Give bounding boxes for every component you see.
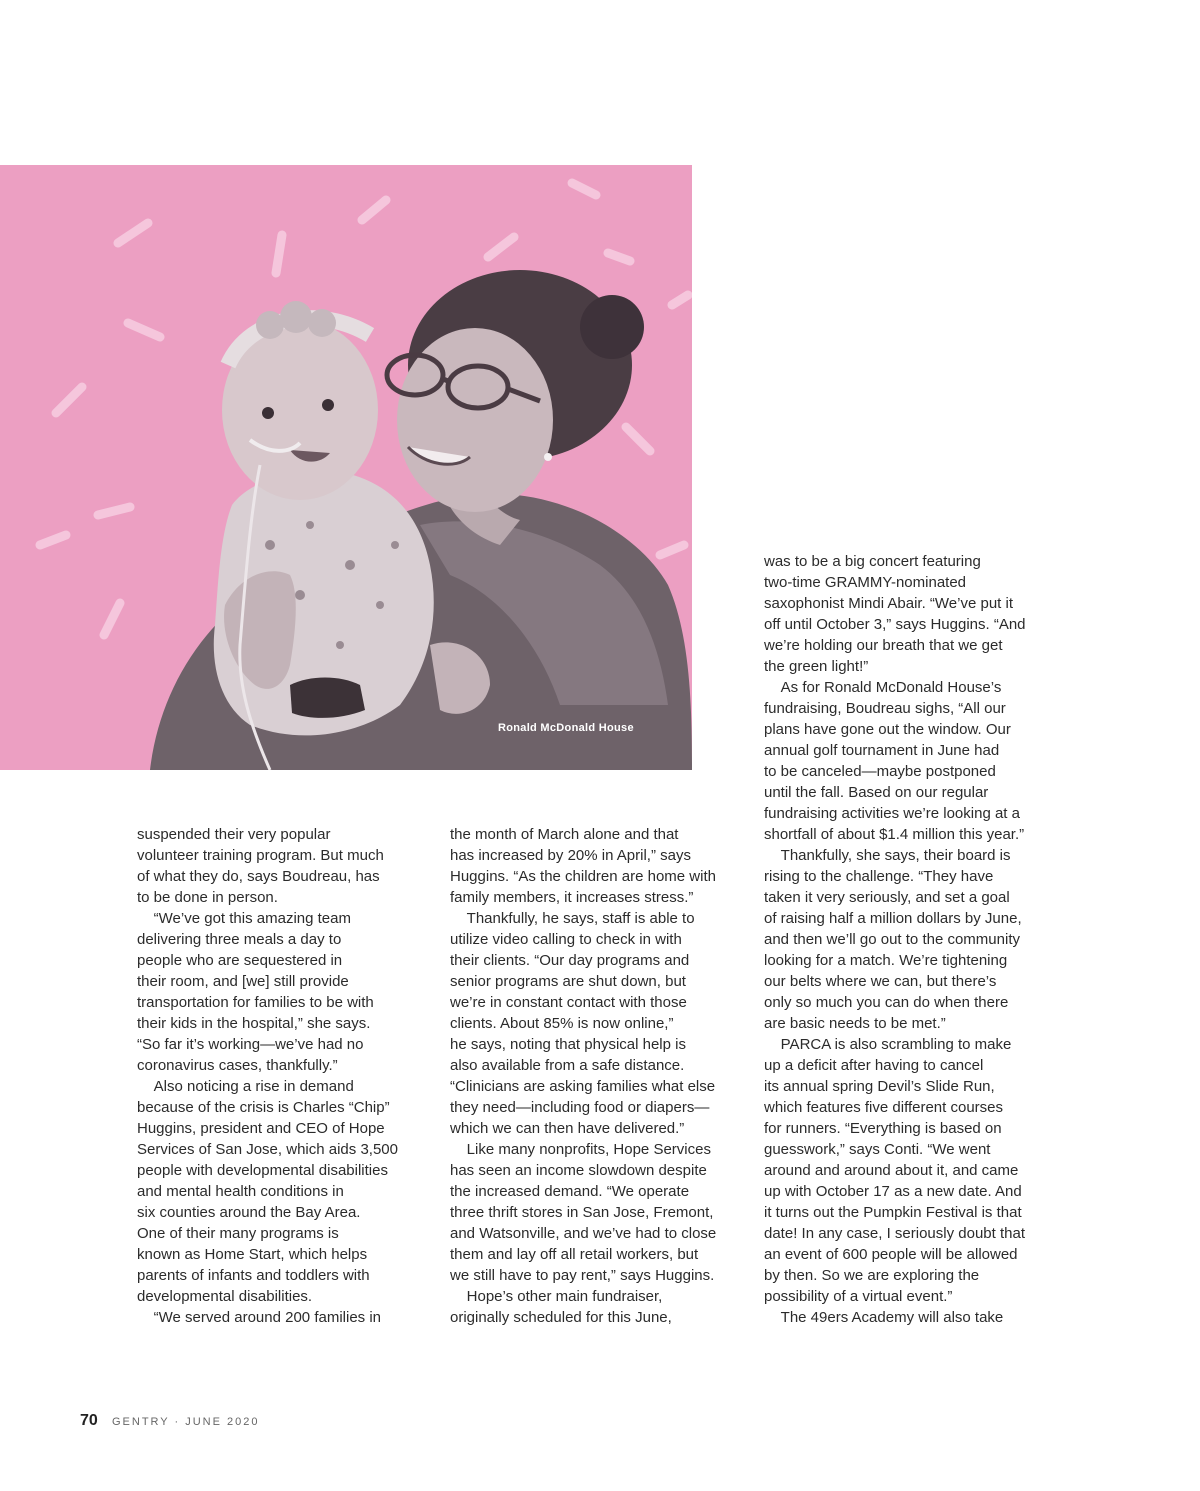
text-line: parents of infants and toddlers with — [137, 1267, 370, 1284]
article-column-1 — [137, 824, 437, 1328]
text-line: of raising half a million dollars by June, — [764, 910, 1022, 927]
text-line: around and around about it, and came — [764, 1162, 1019, 1179]
text-line: the green light!” — [764, 658, 869, 675]
text-line: “We served around 200 families in — [137, 1309, 382, 1326]
text-line: for runners. “Everything is based on — [764, 1120, 1002, 1137]
text-line: by then. So we are exploring the — [764, 1267, 980, 1284]
text-line: annual golf tournament in June had — [764, 742, 1000, 759]
text-line: Thankfully, she says, their board is — [764, 847, 1011, 864]
text-line: six counties around the Bay Area. — [137, 1204, 361, 1221]
text-line: until the fall. Based on our regular — [764, 784, 989, 801]
text-line: was to be a big concert featuring — [764, 553, 981, 570]
text-line: plans have gone out the window. Our — [764, 721, 1011, 738]
feature-photo — [0, 165, 692, 770]
text-line: the increased demand. “We operate — [450, 1183, 690, 1200]
text-line: Huggins. “As the children are home with — [450, 868, 716, 885]
text-line: delivering three meals a day to — [137, 931, 342, 948]
article-column-2 — [450, 824, 750, 1328]
text-line: of what they do, says Boudreau, has — [137, 868, 380, 885]
text-line: we still have to pay rent,” says Huggins. — [450, 1267, 715, 1284]
text-line: Services of San Jose, which aids 3,500 — [137, 1141, 398, 1158]
text-line: up with October 17 as a new date. And — [764, 1183, 1022, 1200]
text-line: known as Home Start, which helps — [137, 1246, 368, 1263]
text-line: an event of 600 people will be allowed — [764, 1246, 1018, 1263]
text-line: the month of March alone and that — [450, 826, 679, 843]
text-line: Thankfully, he says, staff is able to — [450, 910, 695, 927]
text-line: which we can then have delivered.” — [450, 1120, 685, 1137]
text-line: utilize video calling to check in with — [450, 931, 682, 948]
text-line: people with developmental disabilities — [137, 1162, 388, 1179]
text-line: date! In any case, I seriously doubt that — [764, 1225, 1025, 1242]
text-line: fundraising activities we’re looking at a — [764, 805, 1020, 822]
text-line: which features five different courses — [764, 1099, 1004, 1116]
text-line: volunteer training program. But much — [137, 847, 384, 864]
text-line: its annual spring Devil’s Slide Run, — [764, 1078, 995, 1095]
text-line: has increased by 20% in April,” says — [450, 847, 691, 864]
text-line: saxophonist Mindi Abair. “We’ve put it — [764, 595, 1014, 612]
text-line: it turns out the Pumpkin Festival is that — [764, 1204, 1022, 1221]
text-line: developmental disabilities. — [137, 1288, 313, 1305]
text-line: possibility of a virtual event.” — [764, 1288, 953, 1305]
publication-line: GENTRY · JUNE 2020 — [112, 1416, 260, 1428]
text-line: Huggins, president and CEO of Hope — [137, 1120, 385, 1137]
text-line: their room, and [we] still provide — [137, 973, 349, 990]
text-line: shortfall of about $1.4 million this year.” — [764, 826, 1025, 843]
mother-and-baby-illustration — [0, 165, 692, 770]
page-number: 70 — [80, 1412, 98, 1429]
text-line: Hope’s other main fundraiser, — [450, 1288, 663, 1305]
text-line: we’re holding our breath that we get — [764, 637, 1003, 654]
article-column-3 — [764, 551, 1064, 1328]
text-line: Also noticing a rise in demand — [137, 1078, 354, 1095]
text-line: and then we’ll go out to the community — [764, 931, 1020, 948]
text-line: they need—including food or diapers— — [450, 1099, 710, 1116]
text-line: our belts where we can, but there’s — [764, 973, 997, 990]
text-line: their kids in the hospital,” she says. — [137, 1015, 371, 1032]
text-line: rising to the challenge. “They have — [764, 868, 994, 885]
text-line: only so much you can do when there — [764, 994, 1009, 1011]
text-line: “We’ve got this amazing team — [137, 910, 351, 927]
text-line: “So far it’s working—we’ve had no — [137, 1036, 364, 1053]
text-line: and Watsonville, and we’ve had to close — [450, 1225, 717, 1242]
text-line: two-time GRAMMY-nominated — [764, 574, 967, 591]
text-line: One of their many programs is — [137, 1225, 339, 1242]
text-line: off until October 3,” says Huggins. “And — [764, 616, 1026, 633]
text-line: and mental health conditions in — [137, 1183, 344, 1200]
text-line: people who are sequestered in — [137, 952, 343, 969]
text-line: looking for a match. We’re tightening — [764, 952, 1008, 969]
text-line: PARCA is also scrambling to make — [764, 1036, 1012, 1053]
text-line: also available from a safe distance. — [450, 1057, 685, 1074]
text-line: are basic needs to be met.” — [764, 1015, 946, 1032]
text-line: to be done in person. — [137, 889, 278, 906]
text-line: transportation for families to be with — [137, 994, 374, 1011]
text-line: because of the crisis is Charles “Chip” — [137, 1099, 390, 1116]
text-line: three thrift stores in San Jose, Fremont, — [450, 1204, 714, 1221]
text-line: has seen an income slowdown despite — [450, 1162, 707, 1179]
text-line: originally scheduled for this June, — [450, 1309, 672, 1326]
text-line: “Clinicians are asking families what else — [450, 1078, 716, 1095]
text-line: up a deficit after having to cancel — [764, 1057, 984, 1074]
text-line: he says, noting that physical help is — [450, 1036, 686, 1053]
text-line: As for Ronald McDonald House’s — [764, 679, 1002, 696]
text-line: we’re in constant contact with those — [450, 994, 687, 1011]
text-line: family members, it increases stress.” — [450, 889, 694, 906]
text-line: guesswork,” says Conti. “We went — [764, 1141, 991, 1158]
text-line: to be canceled—maybe postponed — [764, 763, 996, 780]
text-line: taken it very seriously, and set a goal — [764, 889, 1010, 906]
text-line: fundraising, Boudreau sighs, “All our — [764, 700, 1006, 717]
text-line: coronavirus cases, thankfully.” — [137, 1057, 338, 1074]
text-line: senior programs are shut down, but — [450, 973, 686, 990]
text-line: Like many nonprofits, Hope Services — [450, 1141, 711, 1158]
text-line: their clients. “Our day programs and — [450, 952, 690, 969]
text-line: The 49ers Academy will also take — [764, 1309, 1004, 1326]
text-line: clients. About 85% is now online,” — [450, 1015, 674, 1032]
text-line: suspended their very popular — [137, 826, 331, 843]
text-line: them and lay off all retail workers, but — [450, 1246, 699, 1263]
photo-credit: Ronald McDonald House — [498, 722, 634, 734]
